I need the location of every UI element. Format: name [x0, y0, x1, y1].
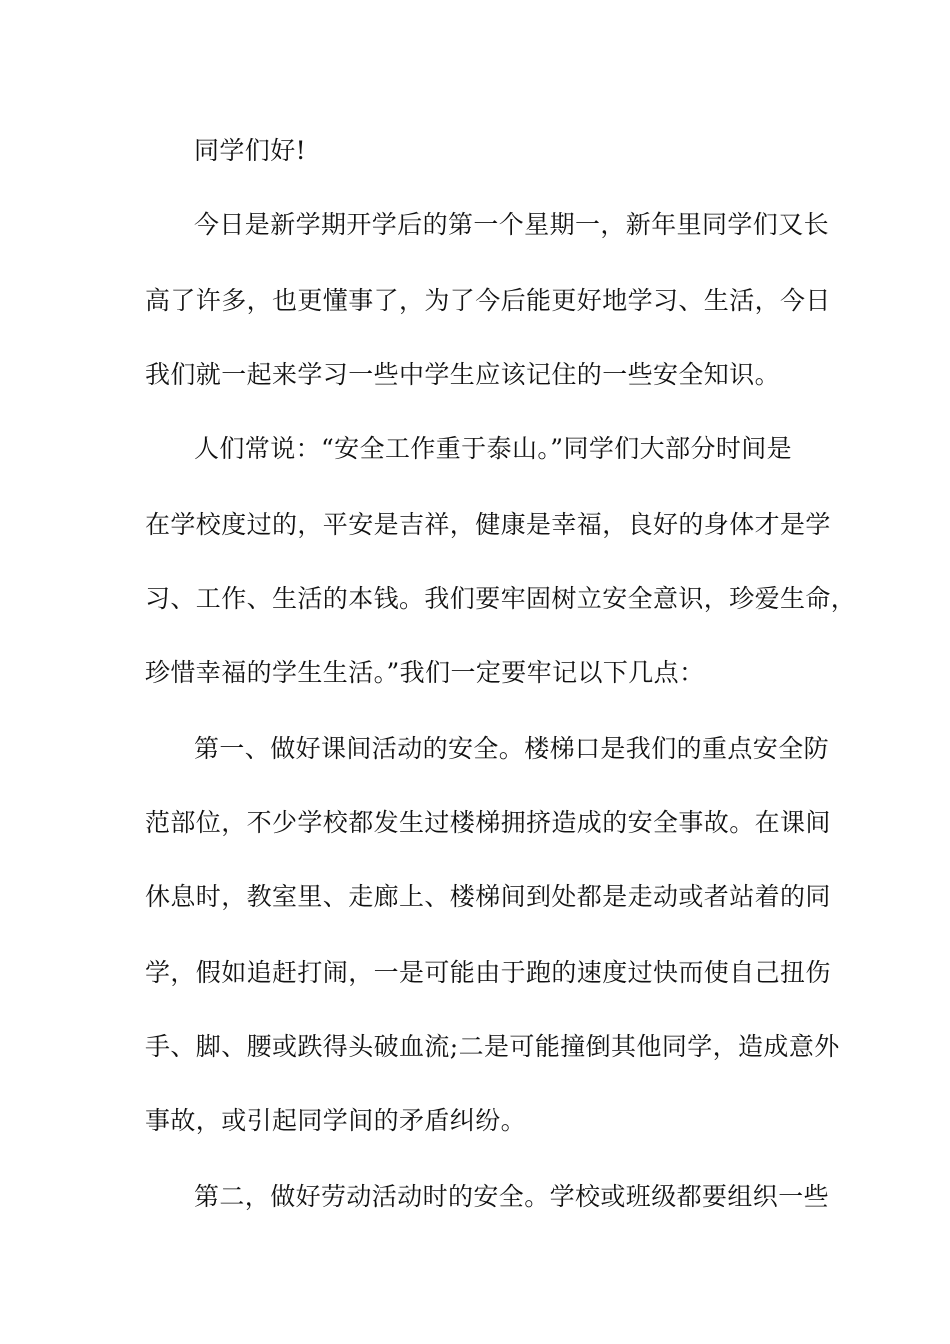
greeting-line: 同学们好!	[194, 136, 307, 165]
paragraph-3-line-4: 学，假如追赶打闹，一是可能由于跑的速度过快而使自己扭伤	[145, 958, 831, 987]
paragraph-4-line-1: 第二，做好劳动活动时的安全。学校或班级都要组织一些	[194, 1182, 830, 1211]
paragraph-3-line-3: 休息时，教室里、走廊上、楼梯间到处都是走动或者站着的同	[145, 882, 831, 911]
paragraph-2-line-1: 人们常说：“安全工作重于泰山。”同学们大部分时间是	[194, 434, 793, 463]
paragraph-2-line-2: 在学校度过的，平安是吉祥，健康是幸福，良好的身体才是学	[145, 510, 831, 539]
paragraph-3-line-6: 事故，或引起同学间的矛盾纠纷。	[145, 1106, 527, 1135]
paragraph-1-line-1: 今日是新学期开学后的第一个星期一，新年里同学们又长	[194, 210, 830, 239]
paragraph-2-line-3: 习、工作、生活的本钱。我们要牢固树立安全意识，珍爱生命，	[145, 584, 857, 613]
paragraph-3-line-2: 范部位，不少学校都发生过楼梯拥挤造成的安全事故。在课间	[145, 808, 831, 837]
paragraph-2-line-4: 珍惜幸福的学生生活。”我们一定要牢记以下几点：	[145, 658, 705, 687]
paragraph-3-line-5: 手、脚、腰或跌得头破血流;二是可能撞倒其他同学，造成意外	[145, 1032, 840, 1061]
paragraph-1-line-3: 我们就一起来学习一些中学生应该记住的一些安全知识。	[145, 360, 781, 389]
paragraph-1-line-2: 高了许多，也更懂事了，为了今后能更好地学习、生活，今日	[145, 286, 831, 315]
paragraph-3-line-1: 第一、做好课间活动的安全。楼梯口是我们的重点安全防	[194, 734, 830, 763]
